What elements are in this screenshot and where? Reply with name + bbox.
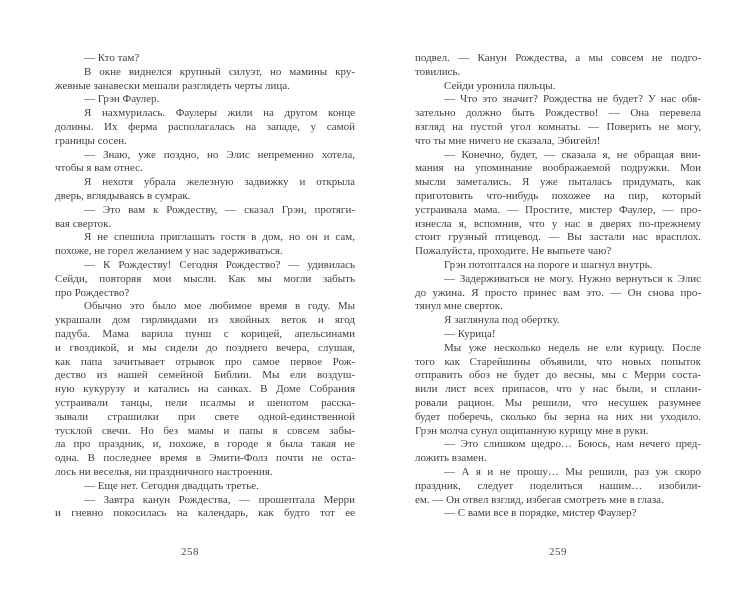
text-line: Я заглянула под обертку. [444, 314, 560, 327]
text-line: и гвоздикой, и мы сидели до позднего вечера, слушая, [55, 341, 355, 354]
text-line: ную кукурузу и катались на санках. В Доме Собрания [55, 383, 355, 396]
text-line: падуба. Мама варила пунш с корицей, апельсинами [55, 327, 355, 340]
page-number-right: 259 [549, 546, 567, 558]
text-line: Мы уже несколько недель не ели курицу. После [444, 341, 701, 354]
right-page-text [415, 52, 701, 521]
text-line: ложить взамен. [415, 452, 487, 465]
text-line: устраивали танцы, пели псалмы и шепотом расска- [55, 396, 355, 409]
text-line: тусклой свечи. Но без мамы и папы я совсем забы- [55, 424, 355, 437]
text-line: — Еще нет. Сегодня двадцать третье. [84, 479, 259, 492]
text-line: — Завтра канун Рождества, — прошептала Мерри [84, 493, 355, 506]
text-line: — А я и не прошу… Мы решили, раз уж скоро [444, 465, 701, 478]
text-line: как папа зачитывает отрывок про самое первое Рож- [55, 355, 355, 368]
text-line: и гневно покосилась на календарь, как будто тот ее [55, 507, 355, 520]
text-line: Обычно это было мое любимое время в году. Мы [84, 300, 355, 313]
page-number-left: 258 [181, 546, 199, 558]
text-line: — Курица! [444, 327, 496, 340]
text-line: приготовить что-нибудь похожее на пир, который [415, 189, 701, 202]
text-line: дество из нашей семейной Библии. Мы ели воздуш- [55, 369, 355, 382]
text-line: зывали страшилки при свете одной-единственной [55, 410, 355, 423]
text-line: Грэн потоптался на пороге и шагнул внутрь. [444, 258, 653, 271]
text-line: похоже, не горел желанием у нас задерживаться. [55, 245, 283, 258]
text-line: В окне виднелся крупный силуэт, но мамины кру- [84, 65, 355, 78]
text-line: устраивала мама. — Простите, мистер Фаулер, — про- [415, 203, 701, 216]
text-line: стоит грузный птицевод. — Вы застали нас врасплох. [415, 231, 701, 244]
text-line: Пожалуйста, проходите. Не выпьете чаю? [415, 245, 612, 258]
text-line: — Грэн Фаулер. [84, 93, 160, 106]
text-line: праздник, следует поделиться нашим… изобили- [415, 479, 701, 492]
text-line: зательно должно быть Рождество! — Она перевела [415, 107, 701, 120]
text-line: будет поберечь, сколько бы зерна на них ни уходило. [415, 410, 701, 423]
text-line: отправить обоз не будет до весны, мы с Мерри соста- [415, 369, 701, 382]
text-line: границы сосен. [55, 134, 127, 147]
text-line: одна. В последнее время в Эмити-Фолз почти не оста- [55, 452, 355, 465]
text-line: жевные занавески мешали разглядеть черты лица. [55, 79, 290, 92]
text-line: вая сверток. [55, 217, 112, 230]
text-line: Сейди уронила пяльцы. [444, 79, 556, 92]
text-line: — Конечно, будет, — сказала я, не обращая вни- [444, 148, 701, 161]
text-line: изнесла я, вспомнив, что у нас в дверях по-прежнему [415, 217, 701, 230]
text-line: — Это слишком щедро… Боюсь, нам нечего пред- [444, 438, 701, 451]
text-line: мысли заметались. Я уже пыталась придумать, как [415, 176, 701, 189]
text-line: мания на упоминание воображаемой подружки. Мои [415, 162, 701, 175]
text-line: Грэн молча сунул ощипанную курицу мне в руки. [415, 424, 649, 437]
text-line: Сейди, повторяя мои мысли. Как мы могли забыть [55, 272, 355, 285]
text-line: что ты мне ничего не сказала, Эбигейл! [415, 134, 601, 147]
text-line: — К Рождеству! Сегодня Рождество? — удивилась [84, 258, 355, 271]
text-line: дверь, вглядываясь в сумрак. [55, 189, 191, 202]
text-line: вили лист всех припасов, что у нас были, и сплани- [415, 383, 701, 396]
text-line: про Рождество? [55, 286, 130, 299]
text-line: — С вами все в порядке, мистер Фаулер? [444, 507, 637, 520]
text-line: взгляд на пустой угол комнаты. — Поверить не могу, [415, 120, 701, 133]
text-line: товились. [415, 65, 461, 78]
text-line: — Задерживаться не могу. Нужно вернуться к Элис [444, 272, 701, 285]
text-line: чтобы я вам отнес. [55, 162, 143, 175]
text-line: — Что это значит? Рождества не будет? У нас обя- [444, 93, 701, 106]
text-line: ла про праздник, и, похоже, в городе я была такая не [55, 438, 355, 451]
text-line: долины. Их ферма располагалась на западе, у самой [55, 120, 355, 133]
text-line: того как Старейшины объявили, что новых попыток [415, 355, 701, 368]
text-line: — Знаю, уже поздно, но Элис непременно хотела, [84, 148, 355, 161]
text-line: — Это вам к Рождеству, — сказал Грэн, протяги- [84, 203, 355, 216]
text-line: ем. — Он отвел взгляд, избегая смотреть мне в глаза. [415, 493, 664, 506]
text-line: — Кто там? [84, 52, 140, 64]
text-line: украшали дом гирляндами из хвойных веток и ягод [55, 314, 355, 327]
text-line: Я нехотя убрала железную задвижку и открыла [84, 176, 355, 189]
text-line: ровали рацион. Мы решили, что несушек разумнее [415, 396, 701, 409]
text-line: до ужина. Я просто принес вам это. — Он снова про- [415, 286, 701, 299]
text-line: Я не спешила приглашать гостя в дом, но он и сам, [84, 231, 355, 244]
text-line: подвел. — Канун Рождества, а мы совсем не подго- [415, 52, 701, 64]
text-line: Я нахмурилась. Фаулеры жили на другом конце [84, 107, 355, 120]
left-page-text [55, 52, 355, 521]
text-line: тянул мне сверток. [415, 300, 503, 313]
text-line: лось ни веселья, ни праздничного настроения. [55, 465, 273, 478]
